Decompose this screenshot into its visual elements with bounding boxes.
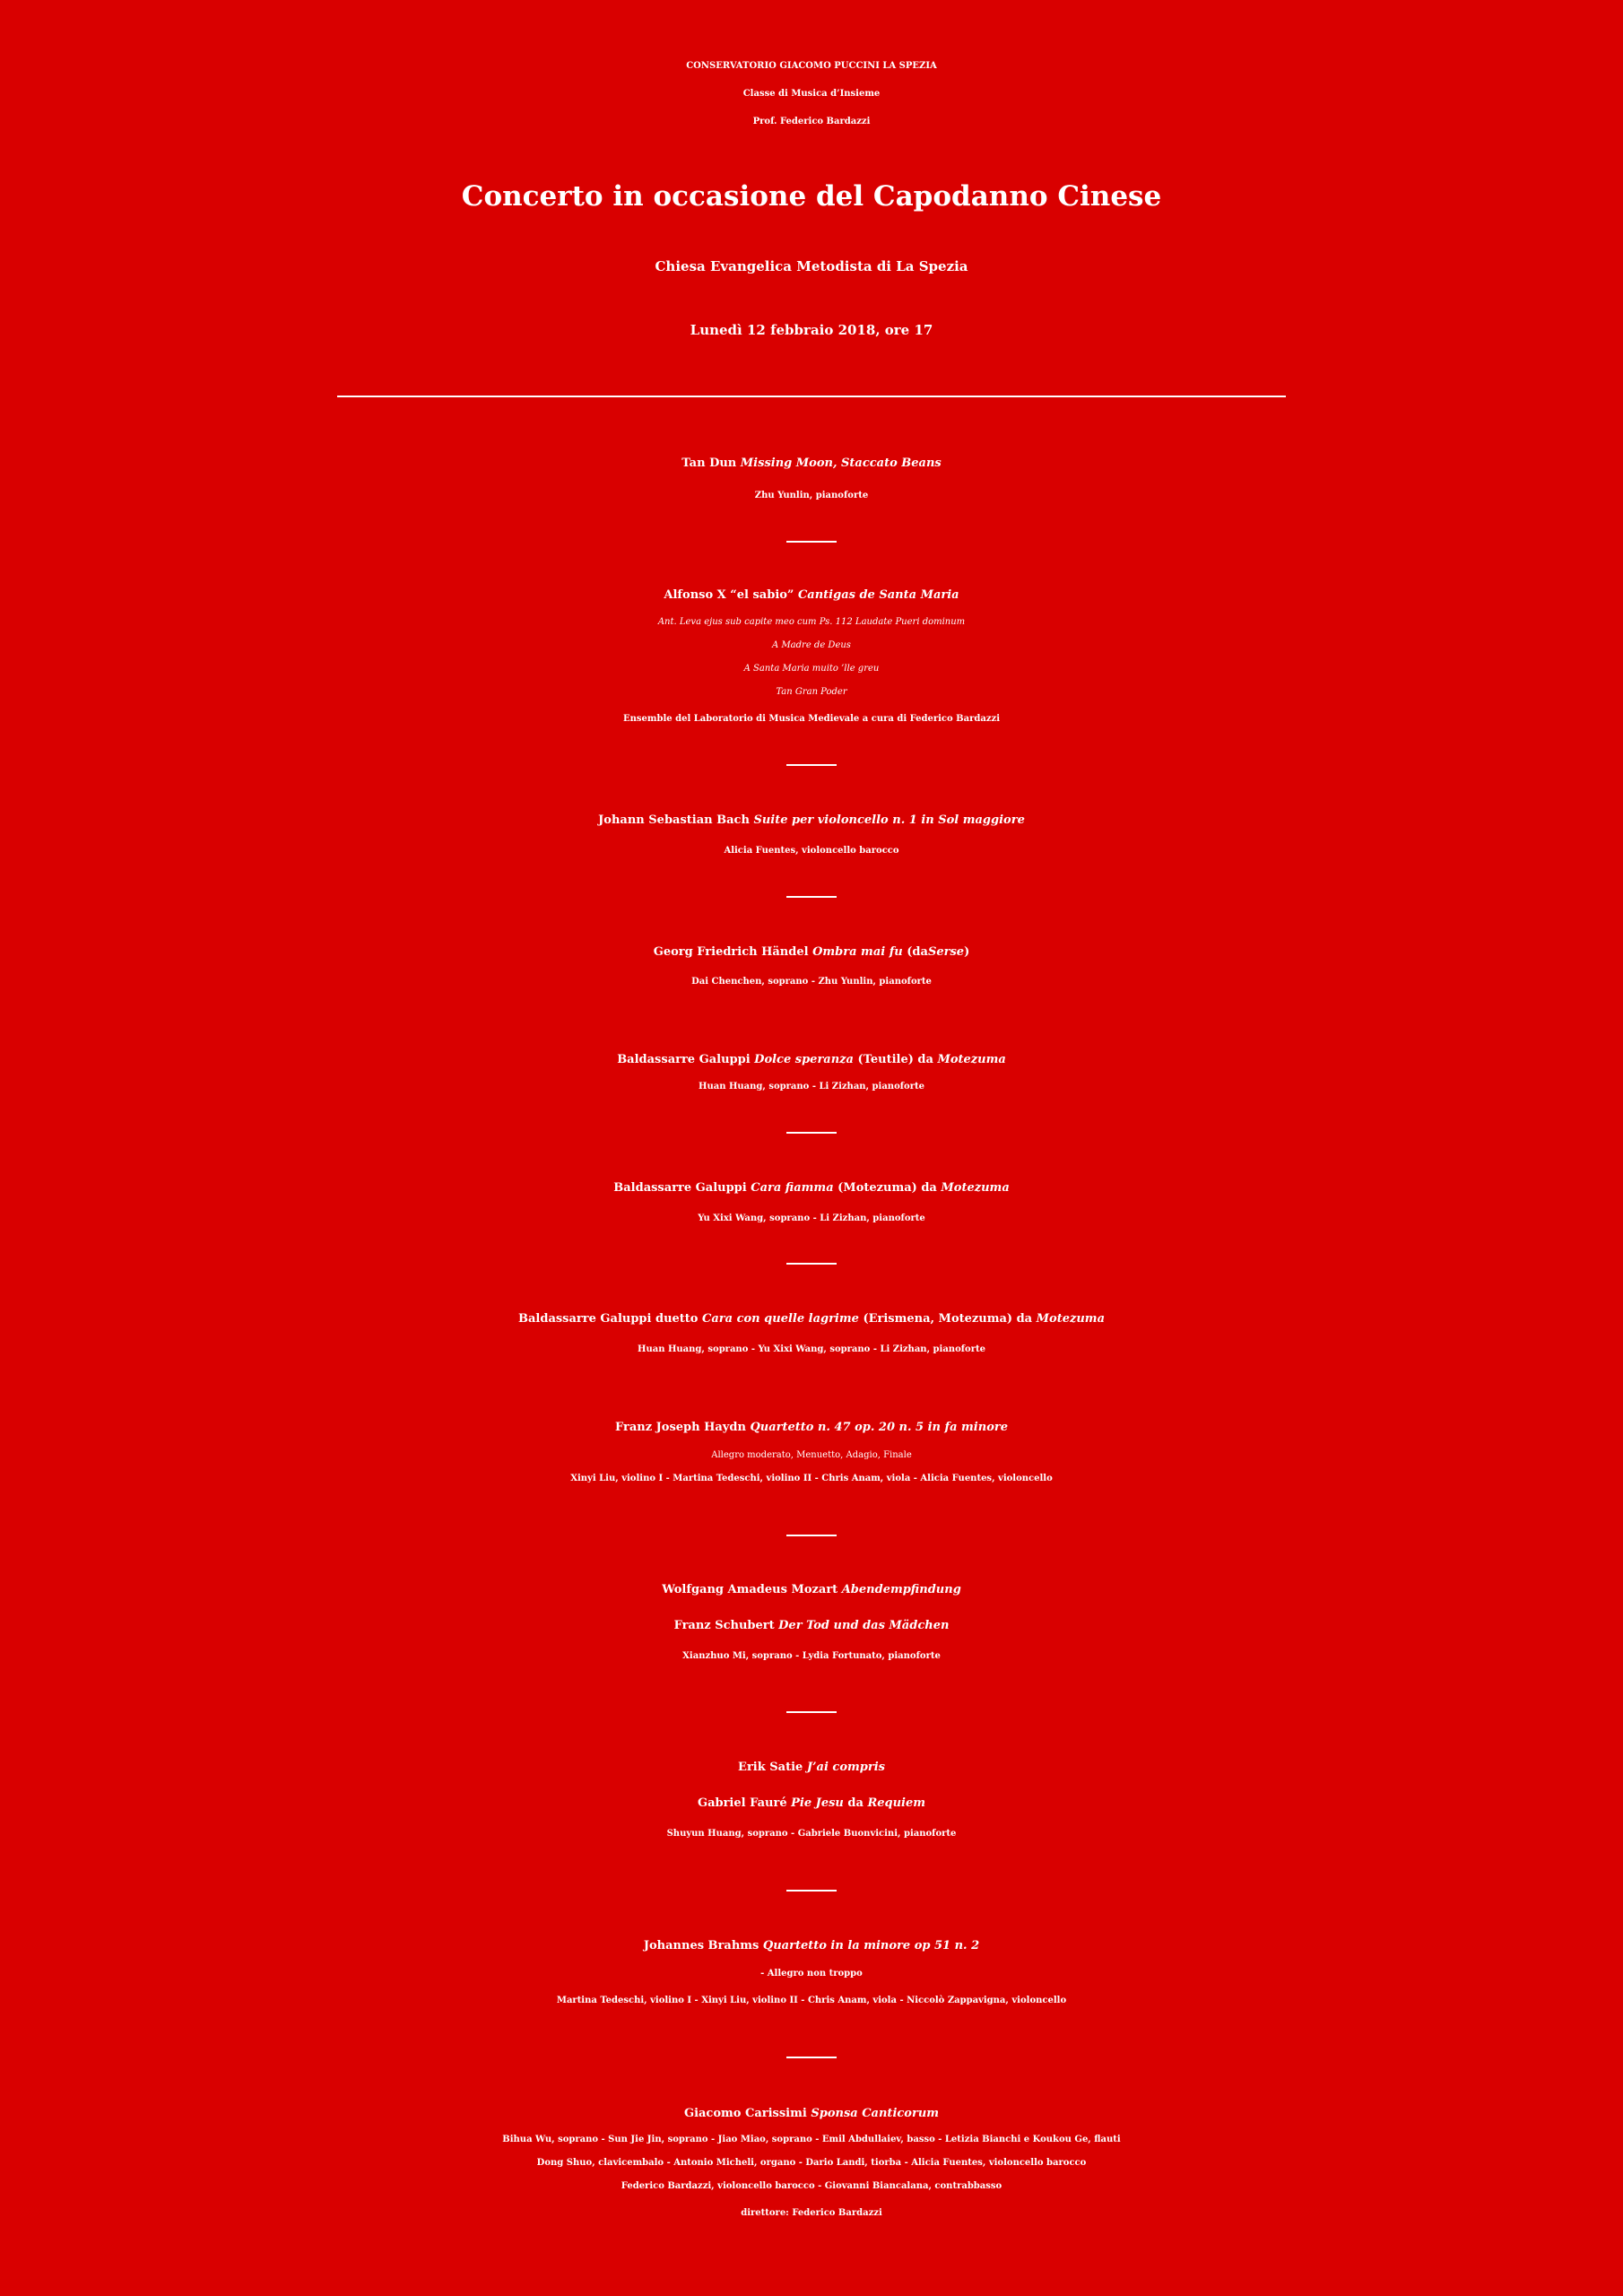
piece-haydn [0,1410,1623,1446]
section-separator [786,541,837,543]
piece-bach [0,803,1623,839]
work-title: Sponsa Canticorum [811,2107,940,2120]
concert-title: Concerto in occasione del Capodanno Cinese [461,180,1162,213]
piece-galuppi-duetto [0,1301,1623,1337]
section-separator [786,1890,837,1892]
piece-alfonso-x [0,578,1623,613]
role-source: (Motezuma) da [838,1181,937,1195]
performers: Dong Shuo, clavicembalo - Antonio Micheli, organo - Dario Landi, tiorba - Alicia Fuentes, violoncello barocco [536,2158,1087,2168]
institution-name: CONSERVATORIO GIACOMO PUCCINI LA SPEZIA [686,61,937,71]
header-divider [337,396,1286,397]
program-item: Ant. Leva ejus sub capite meo cum Ps. 112 Laudate Pueri dominum [657,617,966,627]
director: direttore: Federico Bardazzi [741,2208,882,2218]
performers: Dai Chenchen, soprano - Zhu Yunlin, pianoforte [691,977,932,987]
performers: Martina Tedeschi, violino I - Xinyi Liu, violino II - Chris Anam, viola - Niccolò Zappavigna, violoncello [556,1996,1067,2005]
composer: Franz Schubert [673,1619,775,1632]
piece-brahms [0,1928,1623,1964]
composer: Alfonso X “el sabio” [664,588,794,602]
performers: Ensemble del Laboratorio di Musica Medievale a cura di Federico Bardazzi [623,714,1000,724]
piece-galuppi-cara-fiamma [0,1170,1623,1206]
composer: Johann Sebastian Bach [598,813,750,827]
composer: Giacomo Carissimi [683,2107,807,2120]
opera-title: Requiem [867,1796,926,1810]
opera-title: Motezuma [1036,1312,1105,1326]
source-label: da [847,1796,864,1810]
work-title: Ombra mai fu [812,945,903,959]
piece-tan-dun [0,446,1623,482]
work-title: Missing Moon, Staccato Beans [740,457,942,470]
role-source: (Erismena, Motezuma) da [863,1312,1033,1326]
piece-faure [0,1786,1623,1822]
composer: Baldassarre Galuppi [613,1181,747,1195]
section-separator [786,764,837,766]
composer: Johannes Brahms [643,1939,759,1952]
work-title: Pie Jesu [791,1796,844,1810]
piece-galuppi-dolce-speranza [0,1042,1623,1078]
work-title: Suite per violoncello n. 1 in Sol maggiore [753,813,1025,827]
composer: Tan Dun [681,457,737,470]
section-separator [786,2057,837,2058]
performers: Zhu Yunlin, pianoforte [754,491,869,500]
section-separator [786,1132,837,1134]
venue: Chiesa Evangelica Metodista di La Spezia [655,258,968,274]
section-separator [786,1263,837,1265]
piece-carissimi [0,2096,1623,2132]
performers: Federico Bardazzi, violoncello barocco - Giovanni Biancalana, contrabbasso [621,2181,1002,2191]
work-title: Cara fiamma [751,1181,834,1195]
composer: Baldassarre Galuppi [617,1053,751,1066]
movements: Allegro moderato, Menuetto, Adagio, Finale [711,1450,912,1460]
role-source: (Teutile) da [857,1053,933,1066]
work-title: Quartetto in la minore op 51 n. 2 [762,1939,980,1952]
composer: Gabriel Fauré [697,1796,787,1810]
class-name: Classe di Musica d’Insieme [742,89,881,99]
program-item: A Madre de Deus [772,640,851,650]
composer: Franz Joseph Haydn [614,1421,746,1434]
event-date: Lunedì 12 febbraio 2018, ore 17 [690,322,933,338]
section-separator [786,1535,837,1536]
section-separator [786,896,837,898]
program-item: Tan Gran Poder [776,687,847,697]
piece-mozart [0,1572,1623,1608]
composer: Baldassarre Galuppi duetto [518,1312,699,1326]
performers: Bihua Wu, soprano - Sun Jie Jin, soprano - Jiao Miao, soprano - Emil Abdullaiev, basso - Letizia Bianchi e Koukou Ge, flauti [502,2135,1121,2144]
performers: Huan Huang, soprano - Li Zizhan, pianoforte [699,1082,924,1091]
piece-handel [0,935,1623,970]
work-title: Dolce speranza [754,1053,854,1066]
performers: Xianzhuo Mi, soprano - Lydia Fortunato, pianoforte [682,1651,941,1661]
professor-name: Prof. Federico Bardazzi [752,117,871,126]
movement: - Allegro non troppo [760,1969,863,1979]
composer: Georg Friedrich Händel [653,945,809,959]
section-separator [786,1711,837,1713]
program-item: A Santa Maria muito ’lle greu [743,664,880,674]
performers: Huan Huang, soprano - Yu Xixi Wang, soprano - Li Zizhan, pianoforte [638,1344,985,1354]
work-title: Der Tod und das Mädchen [778,1619,950,1632]
piece-satie [0,1750,1623,1786]
performers: Alicia Fuentes, violoncello barocco [724,846,899,856]
composer: Wolfgang Amadeus Mozart [662,1583,838,1596]
performers: Shuyun Huang, soprano - Gabriele Buonvicini, pianoforte [666,1829,957,1839]
piece-schubert [0,1608,1623,1644]
source-open: (da [907,945,928,959]
opera-title: Serse [927,945,965,959]
work-title: Quartetto n. 47 op. 20 n. 5 in fa minore [750,1421,1008,1434]
work-title: Cantigas de Santa Maria [797,588,959,602]
opera-title: Motezuma [941,1181,1010,1195]
work-title: Abendempfindung [841,1583,961,1596]
source-close: ) [964,945,970,959]
work-title: Cara con quelle lagrime [702,1312,859,1326]
composer: Erik Satie [738,1761,803,1774]
performers: Xinyi Liu, violino I - Martina Tedeschi, violino II - Chris Anam, viola - Alicia Fuentes, violoncello [570,1474,1053,1483]
opera-title: Motezuma [937,1053,1006,1066]
performers: Yu Xixi Wang, soprano - Li Zizhan, pianoforte [698,1213,925,1223]
work-title: J’ai compris [806,1761,885,1774]
